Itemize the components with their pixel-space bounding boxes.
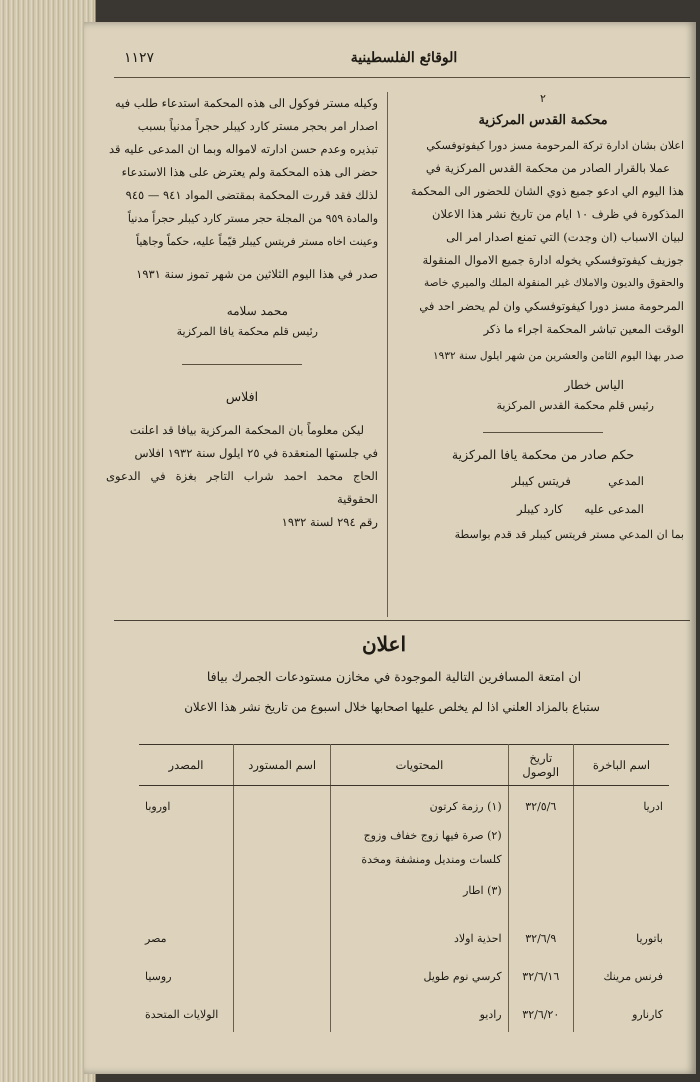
issue-date: صدر بهذا اليوم الثامن والعشرين من شهر ايلول سنة ١٩٣٢	[433, 350, 684, 362]
arrival-date: ٣٢/٦/٩	[508, 922, 573, 956]
arrival-date: ٣٢/٥/٦	[508, 786, 573, 923]
notice-number: ٢	[540, 92, 546, 105]
contents-cell	[331, 956, 508, 994]
notice-line: لبيان الاسباب (ان وجدت) التي تمنع اصدار امر الى	[446, 230, 684, 244]
signer-title: رئيس قلم محكمة القدس المركزية	[496, 399, 654, 412]
bankruptcy-line: الحاج محمد احمد شراب التاجر بغزة في الدعوى الحقوقية	[106, 469, 378, 506]
notice-subject: اعلان بشان ادارة تركة المرحومة مسز دورا كيفوتوفسكي	[426, 139, 684, 152]
customs-goods-table	[139, 744, 669, 1032]
defendant-row	[402, 495, 644, 523]
contents-cell	[331, 994, 508, 1032]
signer-name: محمد سلامه	[226, 304, 288, 318]
notice-line: المرحومة مسز دورا كيفوتوفسكي وان لم يحضر احد في	[419, 299, 684, 313]
judgment-line: والمادة ٩٥٩ من المجلة حجر مستر كارد كيبلر حجراً مدنياً	[127, 212, 378, 225]
plaintiff-row	[402, 467, 644, 495]
table-row	[139, 956, 669, 994]
content-item: راديو	[479, 1008, 502, 1021]
ship-name: ادريا	[573, 786, 669, 923]
defendant-label: المدعى عليه	[584, 502, 644, 516]
plaintiff-label: المدعي	[608, 474, 644, 488]
judgment-line: وعينت اخاه مستر فريتس كيبلر قيّماً عليه، حكماً وجاهياً	[136, 235, 378, 248]
col-contents: المحتويات	[331, 745, 508, 786]
judgment-line: لذلك فقد قررت المحكمة بمقتضى المواد ٩٤١ — ٩٤٥	[125, 188, 378, 202]
source: مصر	[145, 932, 167, 945]
source: اوروبا	[145, 800, 171, 813]
contents-cell	[331, 786, 508, 923]
source: روسيا	[145, 970, 172, 983]
contents-cell	[331, 922, 508, 956]
col-ship-name: اسم الباخرة	[573, 745, 669, 786]
bankruptcy-line: ليكن معلوماً بان المحكمة المركزية بيافا قد اعلنت	[129, 423, 364, 437]
judgment-line: وكيله مستر فوكول الى هذه المحكمة استدعاء طلب فيه	[114, 96, 378, 110]
judgment-line: تبذيره وعدم حسن ادارته لامواله وبما ان المدعى عليه قد	[108, 142, 378, 156]
issue-date: صدر في هذا اليوم الثلاثين من شهر تموز سنة ١٩٣١	[136, 267, 378, 281]
left-column	[106, 92, 378, 534]
table-row	[139, 786, 669, 923]
importer	[233, 786, 330, 923]
notice-line: والحقوق والديون والاملاك غير المنقولة الملك والميري خاصة	[423, 277, 684, 289]
col-source: المصدر	[139, 745, 233, 786]
arrival-date: ٣٢/٦/٢٠	[508, 994, 573, 1032]
judgment-line: اصدار امر بحجر مستر كارد كيبلر حجراً مدنياً بسبب	[137, 119, 378, 133]
importer	[233, 922, 330, 956]
importer	[233, 994, 330, 1032]
announcement-line-1: ان امتعة المسافرين التالية الموجودة في مخازن مستودعات الجمرك بيافا	[206, 669, 582, 684]
bankruptcy-line: في جلستها المنعقدة في ٢٥ ايلول سنة ١٩٣٢ افلاس	[134, 446, 378, 460]
table-row	[139, 922, 669, 956]
ship-name: فرنس مرينك	[573, 956, 669, 994]
column-divider	[387, 92, 388, 617]
content-item: (٢) صرة فيها زوج خفاف وزوج كلسات ومنديل ومنشفة ومخدة	[361, 829, 502, 866]
col-importer: اسم المستورد	[233, 745, 330, 786]
right-column	[402, 90, 684, 546]
announcement-title: اعلان	[361, 632, 407, 656]
content-item: كرسي نوم طويل	[423, 970, 502, 983]
col-arrival-date: تاريخ الوصول	[508, 745, 573, 786]
header-rule	[114, 77, 690, 78]
table-row	[139, 994, 669, 1032]
notice-line: المذكورة في ظرف ١٠ ايام من تاريخ نشر هذا الاعلان	[432, 207, 684, 221]
signer-name: الياس خطار	[564, 378, 624, 392]
announcement-line-2: ستباع بالمزاد العلني اذا لم يخلص عليها اصحابها خلال اسبوع من تاريخ نشر هذا الاعلان	[184, 700, 600, 714]
bankruptcy-line: رقم ٢٩٤ لسنة ١٩٣٢	[281, 515, 378, 529]
ship-name: كارنارو	[573, 994, 669, 1032]
content-item: (١) رزمة كرتون	[429, 800, 502, 813]
page-edges	[0, 0, 96, 1082]
notice-line: هذا اليوم الي ادعو جميع ذوي الشان للحضور الى المحكمة	[410, 184, 684, 198]
notice-line: جوزيف كيفوتوفسكي يخوله ادارة جميع الاموال المنقولة	[422, 253, 684, 267]
judgment-text: بما ان المدعي مستر فريتس كيبلر قد قدم بواسطة	[454, 528, 684, 541]
judgment-line: حضر الى هذه المحكمة ولم يعترض على هذا الاستدعاء	[121, 165, 378, 179]
bankruptcy-title: افلاس	[225, 389, 259, 404]
judgment-title: حكم صادر من محكمة يافا المركزية	[451, 447, 635, 462]
content-item: احذية اولاد	[453, 932, 502, 945]
ship-name: باتوريا	[573, 922, 669, 956]
announcement-rule	[114, 620, 690, 621]
gazette-page	[84, 22, 696, 1074]
plaintiff-name: فريتس كيبلر	[511, 474, 571, 488]
table-header-row	[139, 745, 669, 786]
signer-title: رئيس قلم محكمة يافا المركزية	[176, 325, 318, 338]
arrival-date: ٣٢/٦/١٦	[508, 956, 573, 994]
page-number: ١١٢٧	[124, 50, 155, 66]
content-item: (٣) اطار	[463, 884, 502, 897]
page-header-title: الوقائع الفلسطينية	[350, 50, 458, 66]
importer	[233, 956, 330, 994]
notice-line: عملا بالقرار الصادر من محكمة القدس المركزية في	[425, 161, 670, 175]
section-rule	[182, 364, 302, 365]
section-rule	[483, 432, 603, 433]
source: الولايات المتحدة	[145, 1008, 219, 1021]
defendant-name: كارد كيبلر	[517, 502, 563, 516]
notice-line: الوقت المعين تباشر المحكمة اجراء ما ذكر	[483, 322, 684, 336]
court-title: محكمة القدس المركزية	[478, 113, 608, 128]
